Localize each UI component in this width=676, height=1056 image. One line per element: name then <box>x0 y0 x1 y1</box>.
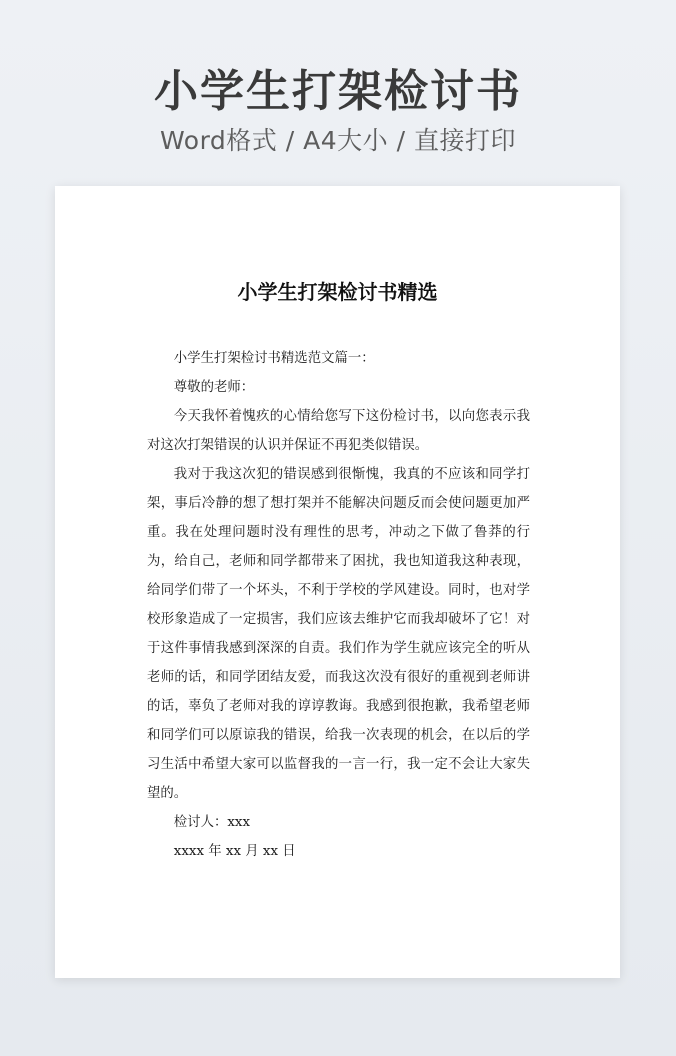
paragraph-main: 我对于我这次犯的错误感到很惭愧，我真的不应该和同学打架，事后冷静的想了想打架并不能解决问题反而会使问题更加严重。我在处理问题时没有理性的思考，冲动之下做了鲁莽的行为，给自己，老师和同学都带来了困扰，我也知道我这种表现，给同学们带了一个坏头，不利于学校的学风建设。同时，也对学校形象造成了一定损害，我们应该去维护它而我却破坏了它！对于这件事情我感到深深的自责。我们作为学生就应该完全的听从老师的话，和同学团结友爱，而我这次没有很好的重视到老师讲的话，辜负了老师对我的谆谆教诲。我感到很抱歉，我希望老师和同学们可以原谅我的错误，给我一次表现的机会，在以后的学习生活中希望大家可以监督我的一言一行，我一定不会让大家失望的。 <box>147 467 530 801</box>
document-page <box>55 186 620 978</box>
salutation: 尊敬的老师： <box>173 380 255 395</box>
date-line: xxxx 年 xx 月 xx 日 <box>173 844 296 859</box>
section-heading: 小学生打架检讨书精选范文篇一： <box>173 351 375 366</box>
banner-subtitle: Word格式 / A4大小 / 直接打印 <box>160 126 516 155</box>
document-body <box>147 344 530 866</box>
signature-line: 检讨人：xxx <box>173 815 251 830</box>
banner-title: 小学生打架检讨书 <box>154 66 522 117</box>
paragraph-intro: 今天我怀着愧疚的心情给您写下这份检讨书，以向您表示我对这次打架错误的认识并保证不再犯类似错误。 <box>147 409 530 453</box>
document-title: 小学生打架检讨书精选 <box>237 280 438 304</box>
banner-header <box>0 62 676 158</box>
